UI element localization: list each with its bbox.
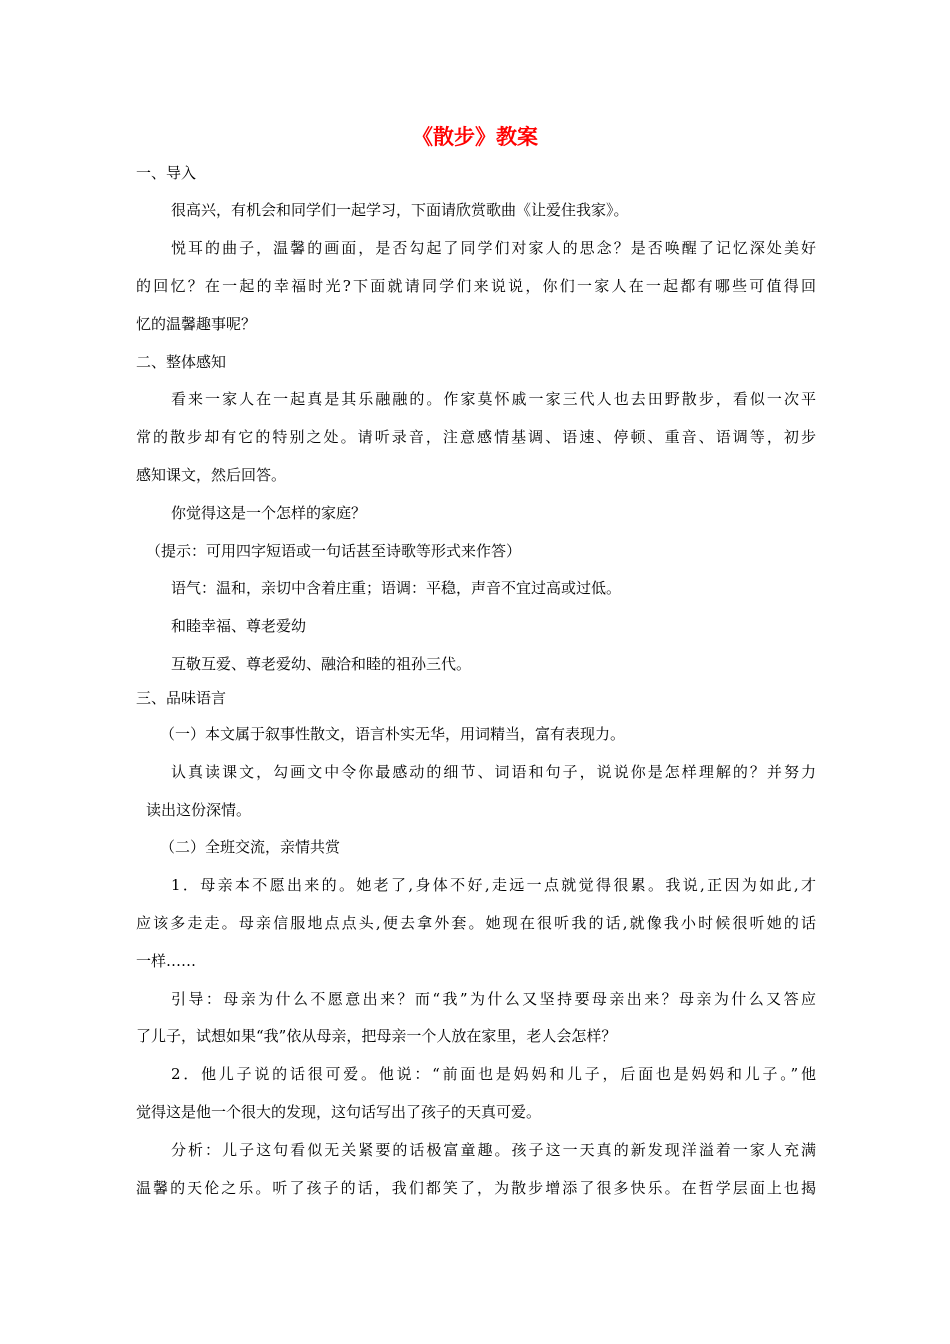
paragraph-line: 常的散步却有它的特别之处。请听录音，注意感情基调、语速、停顿、重音、语调等，初步 — [136, 428, 816, 446]
document-title: 《散步》教案 — [412, 124, 538, 149]
subsection-heading: （二）全班交流，亲情共赏 — [160, 838, 341, 856]
paragraph-line: 互敬互爱、尊老爱幼、融洽和睦的祖孙三代。 — [171, 655, 472, 673]
paragraph-line: 认真读课文，勾画文中令你最感动的细节、词语和句子，说说你是怎样理解的？并努力 — [171, 763, 816, 781]
paragraph-line: 语气：温和，亲切中含着庄重；语调：平稳，声音不宜过高或过低。 — [171, 579, 622, 597]
paragraph-line: 看来一家人在一起真是其乐融融的。作家莫怀戚一家三代人也去田野散步，看似一次平 — [171, 390, 816, 408]
paragraph-line: 的回忆？在一起的幸福时光?下面就请同学们来说说，你们一家人在一起都有哪些可值得回 — [136, 277, 816, 295]
paragraph-line: 了儿子，试想如果“我”依从母亲，把母亲一个人放在家里，老人会怎样？ — [136, 1027, 617, 1045]
paragraph-line: 很高兴，有机会和同学们一起学习，下面请欣赏歌曲《让爱住我家》。 — [171, 201, 629, 219]
section-heading-intro: 一、导入 — [136, 164, 197, 182]
paragraph-line: 你觉得这是一个怎样的家庭？ — [171, 504, 367, 522]
paragraph-line: 1．母亲本不愿出来的。她老了,身体不好,走远一点就觉得很累。我说,正因为如此,才 — [171, 876, 816, 894]
section-heading-language: 三、品味语言 — [136, 689, 227, 707]
paragraph-line: 忆的温馨趣事呢？ — [136, 315, 257, 333]
hint-line: （提示：可用四字短语或一句话甚至诗歌等形式来作答） — [146, 542, 522, 560]
paragraph-line: 应该多走走。母亲信服地点点头,便去拿外套。她现在很听我的话,就像我小时候很听她的话 — [136, 914, 816, 932]
paragraph-line: 读出这份深情。 — [146, 801, 252, 819]
paragraph-line: 引导：母亲为什么不愿意出来？而“我”为什么又坚持要母亲出来？母亲为什么又答应 — [171, 990, 816, 1008]
subsection-heading: （一）本文属于叙事性散文，语言朴实无华，用词精当，富有表现力。 — [160, 725, 626, 743]
paragraph-line: 觉得这是他一个很大的发现，这句话写出了孩子的天真可爱。 — [136, 1103, 542, 1121]
paragraph-line: 和睦幸福、尊老爱幼 — [171, 617, 307, 635]
paragraph-line: 一样…… — [136, 952, 197, 970]
section-heading-overview: 二、整体感知 — [136, 353, 227, 371]
paragraph-line: 感知课文，然后回答。 — [136, 466, 287, 484]
paragraph-line: 悦耳的曲子，温馨的画面，是否勾起了同学们对家人的思念？是否唤醒了记忆深处美好 — [171, 239, 816, 257]
paragraph-line: 分析：儿子这句看似无关紧要的话极富童趣。孩子这一天真的新发现洋溢着一家人充满 — [171, 1141, 816, 1159]
paragraph-line: 温馨的天伦之乐。听了孩子的话，我们都笑了，为散步增添了很多快乐。在哲学层面上也揭 — [136, 1179, 816, 1197]
paragraph-line: 2．他儿子说的话很可爱。他说：“前面也是妈妈和儿子，后面也是妈妈和儿子。”他 — [171, 1065, 816, 1083]
